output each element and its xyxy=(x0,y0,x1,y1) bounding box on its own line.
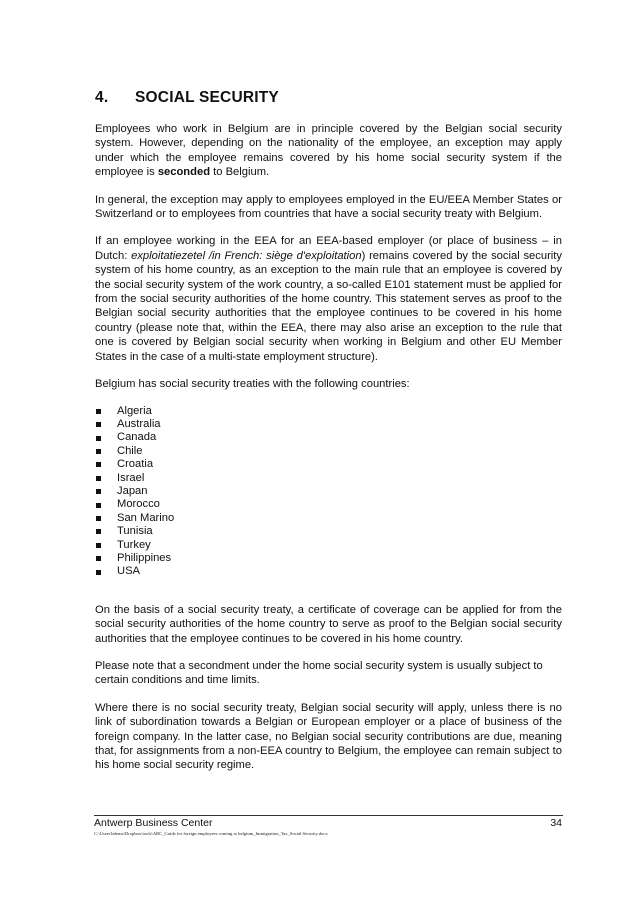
list-item xyxy=(95,431,562,444)
country-name: USA xyxy=(117,565,141,578)
list-item xyxy=(95,525,562,538)
footer-company: Antwerp Business Center xyxy=(94,817,213,829)
bullet-icon xyxy=(96,409,101,414)
bullet-icon xyxy=(96,436,101,441)
country-list xyxy=(95,405,562,579)
paragraph-eea-text: If an employee working in the EEA for an EEA-based employer (or place of business – in Dutch: xyxy=(95,235,562,262)
paragraph-intro-text: Employees who work in Belgium are in principle covered by the Belgian social security system. However, depending on the nationality of the employee, an exception may apply under which the employee remains covered by his home social security system if the employee is xyxy=(95,123,562,179)
bullet-icon xyxy=(96,476,101,481)
bullet-icon xyxy=(96,422,101,427)
country-name: Philippines xyxy=(117,551,172,564)
country-name: Tunisia xyxy=(117,525,153,538)
country-name: Turkey xyxy=(117,538,151,551)
country-name: San Marino xyxy=(117,511,175,524)
paragraph-intro xyxy=(95,122,562,180)
list-item xyxy=(95,512,562,525)
country-name: Croatia xyxy=(117,458,154,471)
list-item xyxy=(95,498,562,511)
list-item xyxy=(95,418,562,431)
bullet-icon xyxy=(96,449,101,454)
list-item xyxy=(95,458,562,471)
country-name: Algeria xyxy=(117,404,152,417)
list-item xyxy=(95,445,562,458)
list-item xyxy=(95,485,562,498)
paragraph-no-treaty: Where there is no social security treaty, Belgian social security will apply, unless there is no link of subordination towards a Belgian or European employer or a place of business of the foreign company. In the latter case, no Belgian social security contributions are due, meaning that, for assignments from a non-EEA country to Belgium, the employee can remain subject to his home social security regime. xyxy=(95,701,562,772)
seconded-term: seconded xyxy=(157,166,211,179)
paragraph-exception: In general, the exception may apply to employees employed in the EU/EEA Member States or Switzerland or to employees from countries that have a social security treaty with Belgium. xyxy=(95,193,562,221)
bullet-icon xyxy=(96,462,101,467)
bullet-icon xyxy=(96,489,101,494)
bullet-icon xyxy=(96,556,101,561)
exploitatiezetel-term: exploitatiezetel /in French: siège d'exploitation xyxy=(131,249,362,262)
list-spacer xyxy=(95,579,562,603)
bullet-icon xyxy=(96,516,101,521)
bullet-icon xyxy=(96,503,101,508)
list-item xyxy=(95,539,562,552)
paragraph-eea xyxy=(95,234,562,364)
section-heading xyxy=(95,89,562,107)
footer-divider xyxy=(94,815,563,816)
country-name: Canada xyxy=(117,431,157,444)
bullet-icon xyxy=(96,570,101,575)
footer-file-path: C:\Users\bdemz\Dropbox\tools\ABC_Guide for foreign employees coming to belgium_Immigration_Tax_Social Security.docx xyxy=(94,831,328,836)
section-title: SOCIAL SECURITY xyxy=(135,89,279,106)
paragraph-treaties: Belgium has social security treaties with the following countries: xyxy=(95,378,410,391)
bullet-icon xyxy=(96,529,101,534)
paragraph-certificate: On the basis of a social security treaty, a certificate of coverage can be applied for from the social security authorities of the home country to serve as proof to the Belgian social security authorities that the employee continues to be covered in his home country. xyxy=(95,603,562,645)
country-name: Japan xyxy=(117,484,148,497)
paragraph-intro-end: to Belgium. xyxy=(210,166,270,179)
country-name: Israel xyxy=(117,471,145,484)
list-item xyxy=(95,405,562,418)
section-number: 4. xyxy=(95,89,109,106)
country-name: Morocco xyxy=(117,498,160,511)
page-number: 34 xyxy=(550,817,562,829)
paragraph-secondment: Please note that a secondment under the home social security system is usually subject to certain conditions and time limits. xyxy=(95,660,543,687)
list-item xyxy=(95,472,562,485)
country-name: Australia xyxy=(117,417,161,430)
country-name: Chile xyxy=(117,444,143,457)
list-item xyxy=(95,565,562,578)
list-item xyxy=(95,552,562,565)
paragraph-eea-rest: ) remains covered by the social security system of his home country, as an exception to the main rule that an employee is covered by the social security system of the work country, a so-called E101 statement must be applied for from the social security authorities of the home country. This statement serves as proof to the Belgian social security authorities that the employee continues to be covered in his home country (please note that, within the EEA, there may also arise an exception to the rule that one is covered by Belgian social security when working in Belgium and other EU Member States in the case of a multi-state employment structure). xyxy=(95,249,562,363)
page-content xyxy=(95,89,562,786)
bullet-icon xyxy=(96,543,101,548)
